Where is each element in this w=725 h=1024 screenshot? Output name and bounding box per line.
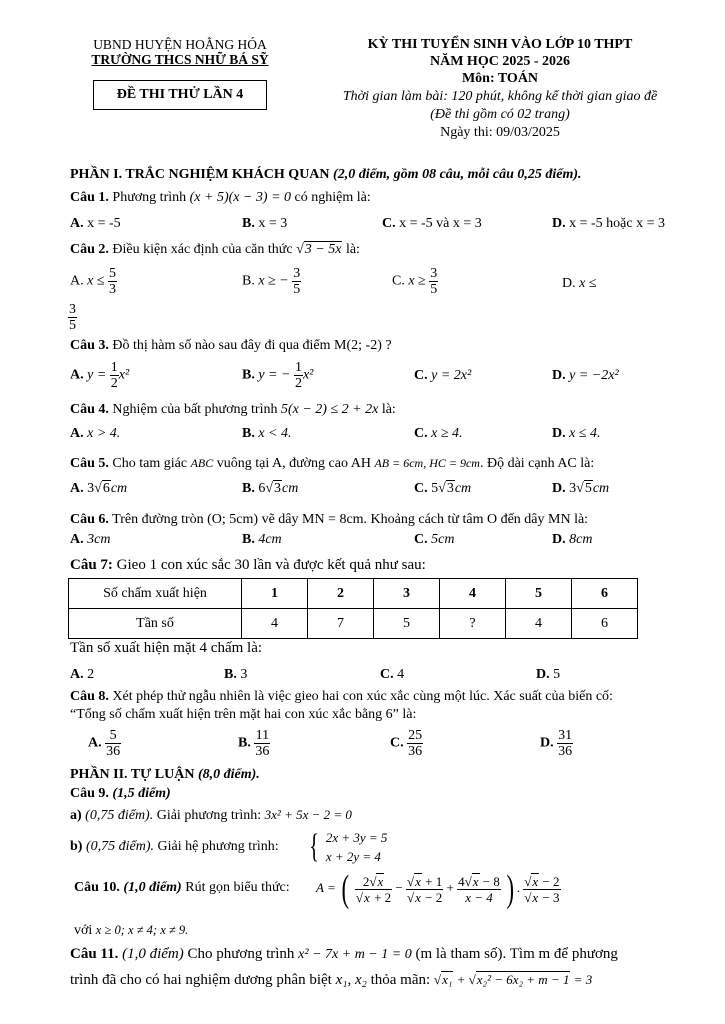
part2-heading: PHẦN II. TỰ LUẬN (8,0 điểm). [70, 767, 260, 782]
question-9: Câu 9. (1,5 điểm) [70, 786, 171, 801]
q2-option-c[interactable]: C. x ≥ $\frac{3}{5}$ [392, 266, 438, 297]
q1-option-d-text: x = -5 hoặc x = 3 [565, 216, 666, 231]
exam-attempt-box: ĐỀ THI THỬ LẦN 4 [93, 80, 267, 110]
table-cell: 4 [506, 609, 572, 639]
header-subject: Môn: TOÁN [461, 71, 539, 86]
table-cell: 7 [308, 609, 374, 639]
q4-option-b[interactable]: B. x < 4. [242, 426, 292, 441]
q10-condition: với x ≥ 0; x ≠ 4; x ≠ 9. [74, 923, 189, 938]
q1-option-b[interactable] [242, 216, 287, 232]
question-4: Câu 4. Nghiệm của bất phương trình 5(x − 2) ≤ 2 + 2x là: [70, 402, 396, 417]
table-header-cell: Số chấm xuất hiện [69, 579, 242, 609]
question-6: Câu 6. Trên đường tròn (O; 5cm) vẽ dây MN = 8cm. Khoảng cách từ tâm O đến dây MN là: [70, 512, 589, 527]
q2-option-d[interactable]: D. x ≤ [562, 276, 597, 291]
q9-part-b: b) (0,75 điểm). Giải hệ phương trình: [70, 839, 279, 854]
q9-system: { 2x + 3y = 5 x + 2y = 4 [309, 828, 388, 865]
table-cell: 3 [374, 579, 440, 609]
q9-part-a: a) (0,75 điểm). Giải phương trình: 3x² + 5x − 2 = 0 [70, 807, 352, 823]
q1-option-b-label: B. [242, 216, 255, 231]
question-8: Câu 8. Xét phép thử ngẫu nhiên là việc gieo hai con xúc xắc cùng một lúc. Xác suất của biến cố: [70, 689, 613, 704]
q1-option-c-label: C. [382, 216, 396, 231]
table-cell: ? [440, 609, 506, 639]
q11-line-2: trình đã cho có hai nghiệm dương phân biệt x₁, x₂ thỏa mãn: √x₁ + √x₂² − 6x₂ + m − 1 = 3 [70, 972, 593, 988]
q2-option-a[interactable]: A. x ≤ $\frac{5}{3}$ [70, 266, 117, 297]
q1-option-a[interactable] [70, 216, 121, 232]
question-1: Câu 1. Phương trình (x + 5)(x − 3) = 0 có nghiệm là: [70, 190, 371, 205]
table-cell: 4 [440, 579, 506, 609]
table-cell: 1 [242, 579, 308, 609]
q6-option-a[interactable]: A. 3cm [70, 532, 111, 547]
question-3: Câu 3. Đồ thị hàm số nào sau đây đi qua điểm M(2; -2) ? [70, 338, 392, 353]
brace-icon: { [309, 828, 320, 865]
table-row [69, 609, 638, 639]
question-11: Câu 11. (1,0 điểm) Cho phương trình x² − 7x + m − 1 = 0 (m là tham số). Tìm m để phương [70, 946, 618, 962]
q8-event: “Tổng số chấm xuất hiện trên mặt hai con xúc xắc bằng 6” là: [70, 707, 417, 722]
q8-option-c[interactable]: C. $\frac{25}{36}$ [390, 728, 423, 759]
q3-option-c[interactable]: C. y = 2x² [414, 368, 472, 383]
table-cell: 5 [506, 579, 572, 609]
question-7: Câu 7: Gieo 1 con xúc sắc 30 lần và được kết quả như sau: [70, 557, 426, 573]
q8-option-b[interactable]: B. $\frac{11}{36}$ [238, 728, 270, 759]
q1-option-b-text: x = 3 [254, 216, 288, 231]
q1-option-c-text: x = -5 và x = 3 [395, 216, 482, 231]
header-exam-date: Ngày thi: 09/03/2025 [440, 125, 560, 140]
q8-option-a[interactable]: A. $\frac{5}{36}$ [88, 728, 121, 759]
q7-question: Tần số xuất hiện mặt 4 chấm là: [70, 640, 263, 656]
q6-option-d[interactable]: D. 8cm [552, 532, 593, 547]
q8-option-d[interactable]: D. $\frac{31}{36}$ [540, 728, 573, 759]
q4-option-a[interactable]: A. x > 4. [70, 426, 121, 441]
header-school-year: NĂM HỌC 2025 - 2026 [430, 54, 570, 69]
q7-option-b[interactable]: B. 3 [224, 667, 248, 682]
header-pages: (Đề thi gồm có 02 trang) [430, 107, 570, 122]
header-duration: Thời gian làm bài: 120 phút, không kể thời gian giao đề [342, 89, 658, 104]
q3-option-a[interactable]: A. y = $\frac{1}{2}$ x² [70, 360, 130, 391]
q7-option-c[interactable]: C. 4 [380, 667, 405, 682]
q4-option-d[interactable]: D. x ≤ 4. [552, 426, 601, 441]
q5-option-a[interactable]: A. 3√6cm [70, 481, 128, 496]
question-10: Câu 10. (1,0 điểm) Rút gọn biểu thức: [74, 880, 290, 895]
table-row [69, 579, 638, 609]
table-cell: 5 [374, 609, 440, 639]
q1-option-d[interactable] [552, 216, 665, 232]
q5-option-c[interactable]: C. 5√3cm [414, 481, 472, 496]
question-2: Câu 2. Điều kiện xác định của căn thức √3 − 5x là: [70, 242, 360, 257]
q1-option-d-label: D. [552, 216, 566, 231]
q1-option-c[interactable] [382, 216, 482, 232]
q5-option-b[interactable]: B. 6√3cm [242, 481, 299, 496]
q6-option-c[interactable]: C. 5cm [414, 532, 455, 547]
q4-option-c[interactable]: C. x ≥ 4. [414, 426, 463, 441]
table-header-cell: Tần số [69, 609, 242, 639]
part1-heading: PHẦN I. TRẮC NGHIỆM KHÁCH QUAN (2,0 điểm, gồm 08 câu, mỗi câu 0,25 điểm). [70, 167, 582, 182]
question-5: Câu 5. Cho tam giác ABC vuông tại A, đường cao AH AB = 6cm, HC = 9cm. Độ dài cạnh AC là: [70, 456, 595, 471]
q1-option-a-text: x = -5 [83, 216, 121, 231]
header-department: UBND HUYỆN HOẰNG HÓA [93, 37, 267, 52]
header-exam-title: KỲ THI TUYỂN SINH VÀO LỚP 10 THPT [367, 37, 633, 52]
q2-option-b[interactable]: B. x ≥ − $\frac{3}{5}$ [242, 266, 301, 297]
table-cell: 2 [308, 579, 374, 609]
q10-expression: A = ( $\frac{2√x}{√x + 2}$ − $\frac{√x + 1}{√x - 2}$ + $\frac{4√x - 8}{x - 4}$ ) . $\frac{√x - 2}{√x - 3}$ [316, 868, 560, 910]
table-cell: 4 [242, 609, 308, 639]
q7-option-a[interactable]: A. 2 [70, 667, 95, 682]
q3-option-b[interactable]: B. y = − $\frac{1}{2}$ x² [242, 360, 314, 391]
q3-option-d[interactable]: D. y = −2x² [552, 368, 619, 383]
q7-option-d[interactable]: D. 5 [536, 667, 561, 682]
frequency-table [68, 578, 638, 639]
q2-option-d-fraction: $\frac{3}{5}$ [69, 302, 76, 333]
q6-option-b[interactable]: B. 4cm [242, 532, 282, 547]
table-cell: 6 [572, 579, 638, 609]
header-school: TRƯỜNG THCS NHỮ BÁ SỸ [91, 52, 269, 67]
q5-option-d[interactable]: D. 3√5cm [552, 481, 610, 496]
table-cell: 6 [572, 609, 638, 639]
q1-option-a-label: A. [70, 216, 84, 231]
